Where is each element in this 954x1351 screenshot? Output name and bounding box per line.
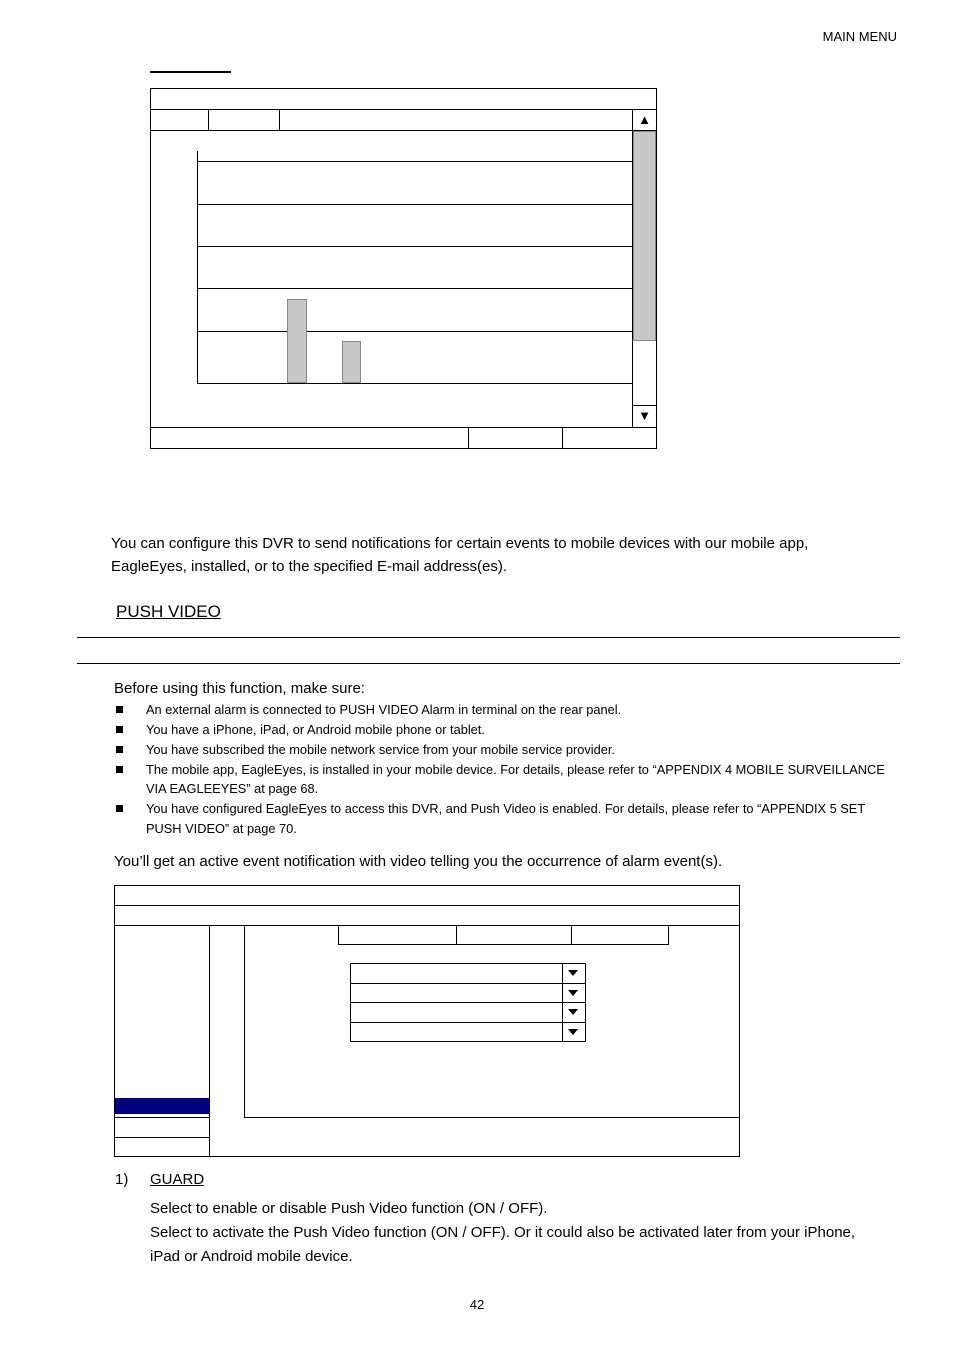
dropdown-3[interactable] xyxy=(350,1002,586,1023)
section-rule-top xyxy=(77,637,900,638)
grid-row-6 xyxy=(197,383,632,384)
level-bar-2 xyxy=(342,341,361,383)
tab-sep-3 xyxy=(571,925,572,945)
grid-row-2 xyxy=(197,204,632,205)
selected-menu-item[interactable] xyxy=(115,1098,209,1114)
grid-row-3 xyxy=(197,246,632,247)
top-dialog xyxy=(150,88,657,449)
guard-line-3: iPad or Android mobile device. xyxy=(150,1248,353,1265)
settings-title-divider xyxy=(114,905,740,906)
dropdown-2[interactable] xyxy=(350,983,586,1003)
list-item: The mobile app, EagleEyes, is installed in your mobile device. For details, please refer to “APPENDIX 4 MOBILE SURVEILLANCE xyxy=(112,760,912,780)
dropdown-4-sep xyxy=(562,1022,563,1042)
tab-divider-2 xyxy=(279,109,280,130)
menu-divider-2 xyxy=(114,1137,210,1138)
list-item-continued: VIA EAGLEEYES” at page 68. xyxy=(146,781,319,796)
tab-sep-4 xyxy=(668,925,669,945)
tab-sep-2 xyxy=(456,925,457,945)
status-divider-2 xyxy=(562,427,563,449)
list-item: You have configured EagleEyes to access this DVR, and Push Video is enabled. For details, please refer to “APPENDIX 5 SET xyxy=(112,799,912,819)
dialog-title-divider xyxy=(150,109,657,110)
chevron-down-icon[interactable] xyxy=(568,1029,578,1035)
bullet-icon xyxy=(116,746,123,753)
requirements-list xyxy=(112,700,912,838)
scroll-up-icon[interactable]: ▲ xyxy=(638,112,651,127)
list-item: You have a iPhone, iPad, or Android mobile phone or tablet. xyxy=(112,720,912,740)
guard-number: 1) xyxy=(115,1171,129,1188)
menu-right-edge xyxy=(209,925,210,1157)
dropdown-1-sep xyxy=(562,963,563,984)
level-bar-1 xyxy=(287,299,307,383)
grid-row-4 xyxy=(197,288,632,289)
before-using-text: Before using this function, make sure: xyxy=(114,680,365,697)
chevron-down-icon[interactable] xyxy=(568,1009,578,1015)
status-divider-1 xyxy=(468,427,469,449)
scroll-down-icon[interactable]: ▼ xyxy=(638,408,651,423)
status-row-divider xyxy=(150,427,657,428)
title-underline xyxy=(150,71,231,73)
menu-divider-1 xyxy=(114,1117,210,1118)
grid-row-5 xyxy=(197,331,632,332)
grid-left-edge xyxy=(197,151,198,384)
running-header: MAIN MENU xyxy=(822,29,897,44)
guard-line-1: Select to enable or disable Push Video function (ON / OFF). xyxy=(150,1200,548,1217)
chevron-down-icon[interactable] xyxy=(568,990,578,996)
bullet-icon xyxy=(116,706,123,713)
grid-row-1 xyxy=(197,161,632,162)
bullet-icon xyxy=(116,726,123,733)
scroll-thumb[interactable] xyxy=(633,131,656,341)
tab-divider-1 xyxy=(208,109,209,130)
tab-row-divider xyxy=(150,130,633,131)
section-rule-bottom xyxy=(77,663,900,664)
chevron-down-icon[interactable] xyxy=(568,970,578,976)
tab-bar-bottom xyxy=(338,944,669,945)
guard-line-2: Select to activate the Push Video function (ON / OFF). Or it could also be activated later from your iPhone, xyxy=(150,1224,856,1241)
list-item: An external alarm is connected to PUSH VIDEO Alarm in terminal on the rear panel. xyxy=(112,700,912,720)
push-video-title: PUSH VIDEO xyxy=(116,602,221,621)
guard-title: GUARD xyxy=(150,1171,205,1188)
summary-text: You’ll get an active event notification with video telling you the occurrence of alarm event(s). xyxy=(114,853,723,870)
list-item: You have subscribed the mobile network service from your mobile service provider. xyxy=(112,740,912,760)
list-item-continued: PUSH VIDEO” at page 70. xyxy=(146,820,297,836)
dropdown-4[interactable] xyxy=(350,1022,586,1042)
tab-sep-1 xyxy=(338,925,339,945)
page-number: 42 xyxy=(469,1297,485,1312)
bullet-icon xyxy=(116,805,123,812)
intro-paragraph: You can configure this DVR to send notifications for certain events to mobile devices with our mobile app, EagleEyes, installed, or to the specified E-mail address(es). xyxy=(111,535,809,575)
dropdown-3-sep xyxy=(562,1002,563,1023)
bullet-icon xyxy=(116,766,123,773)
dropdown-1[interactable] xyxy=(350,963,586,984)
dropdown-2-sep xyxy=(562,983,563,1003)
